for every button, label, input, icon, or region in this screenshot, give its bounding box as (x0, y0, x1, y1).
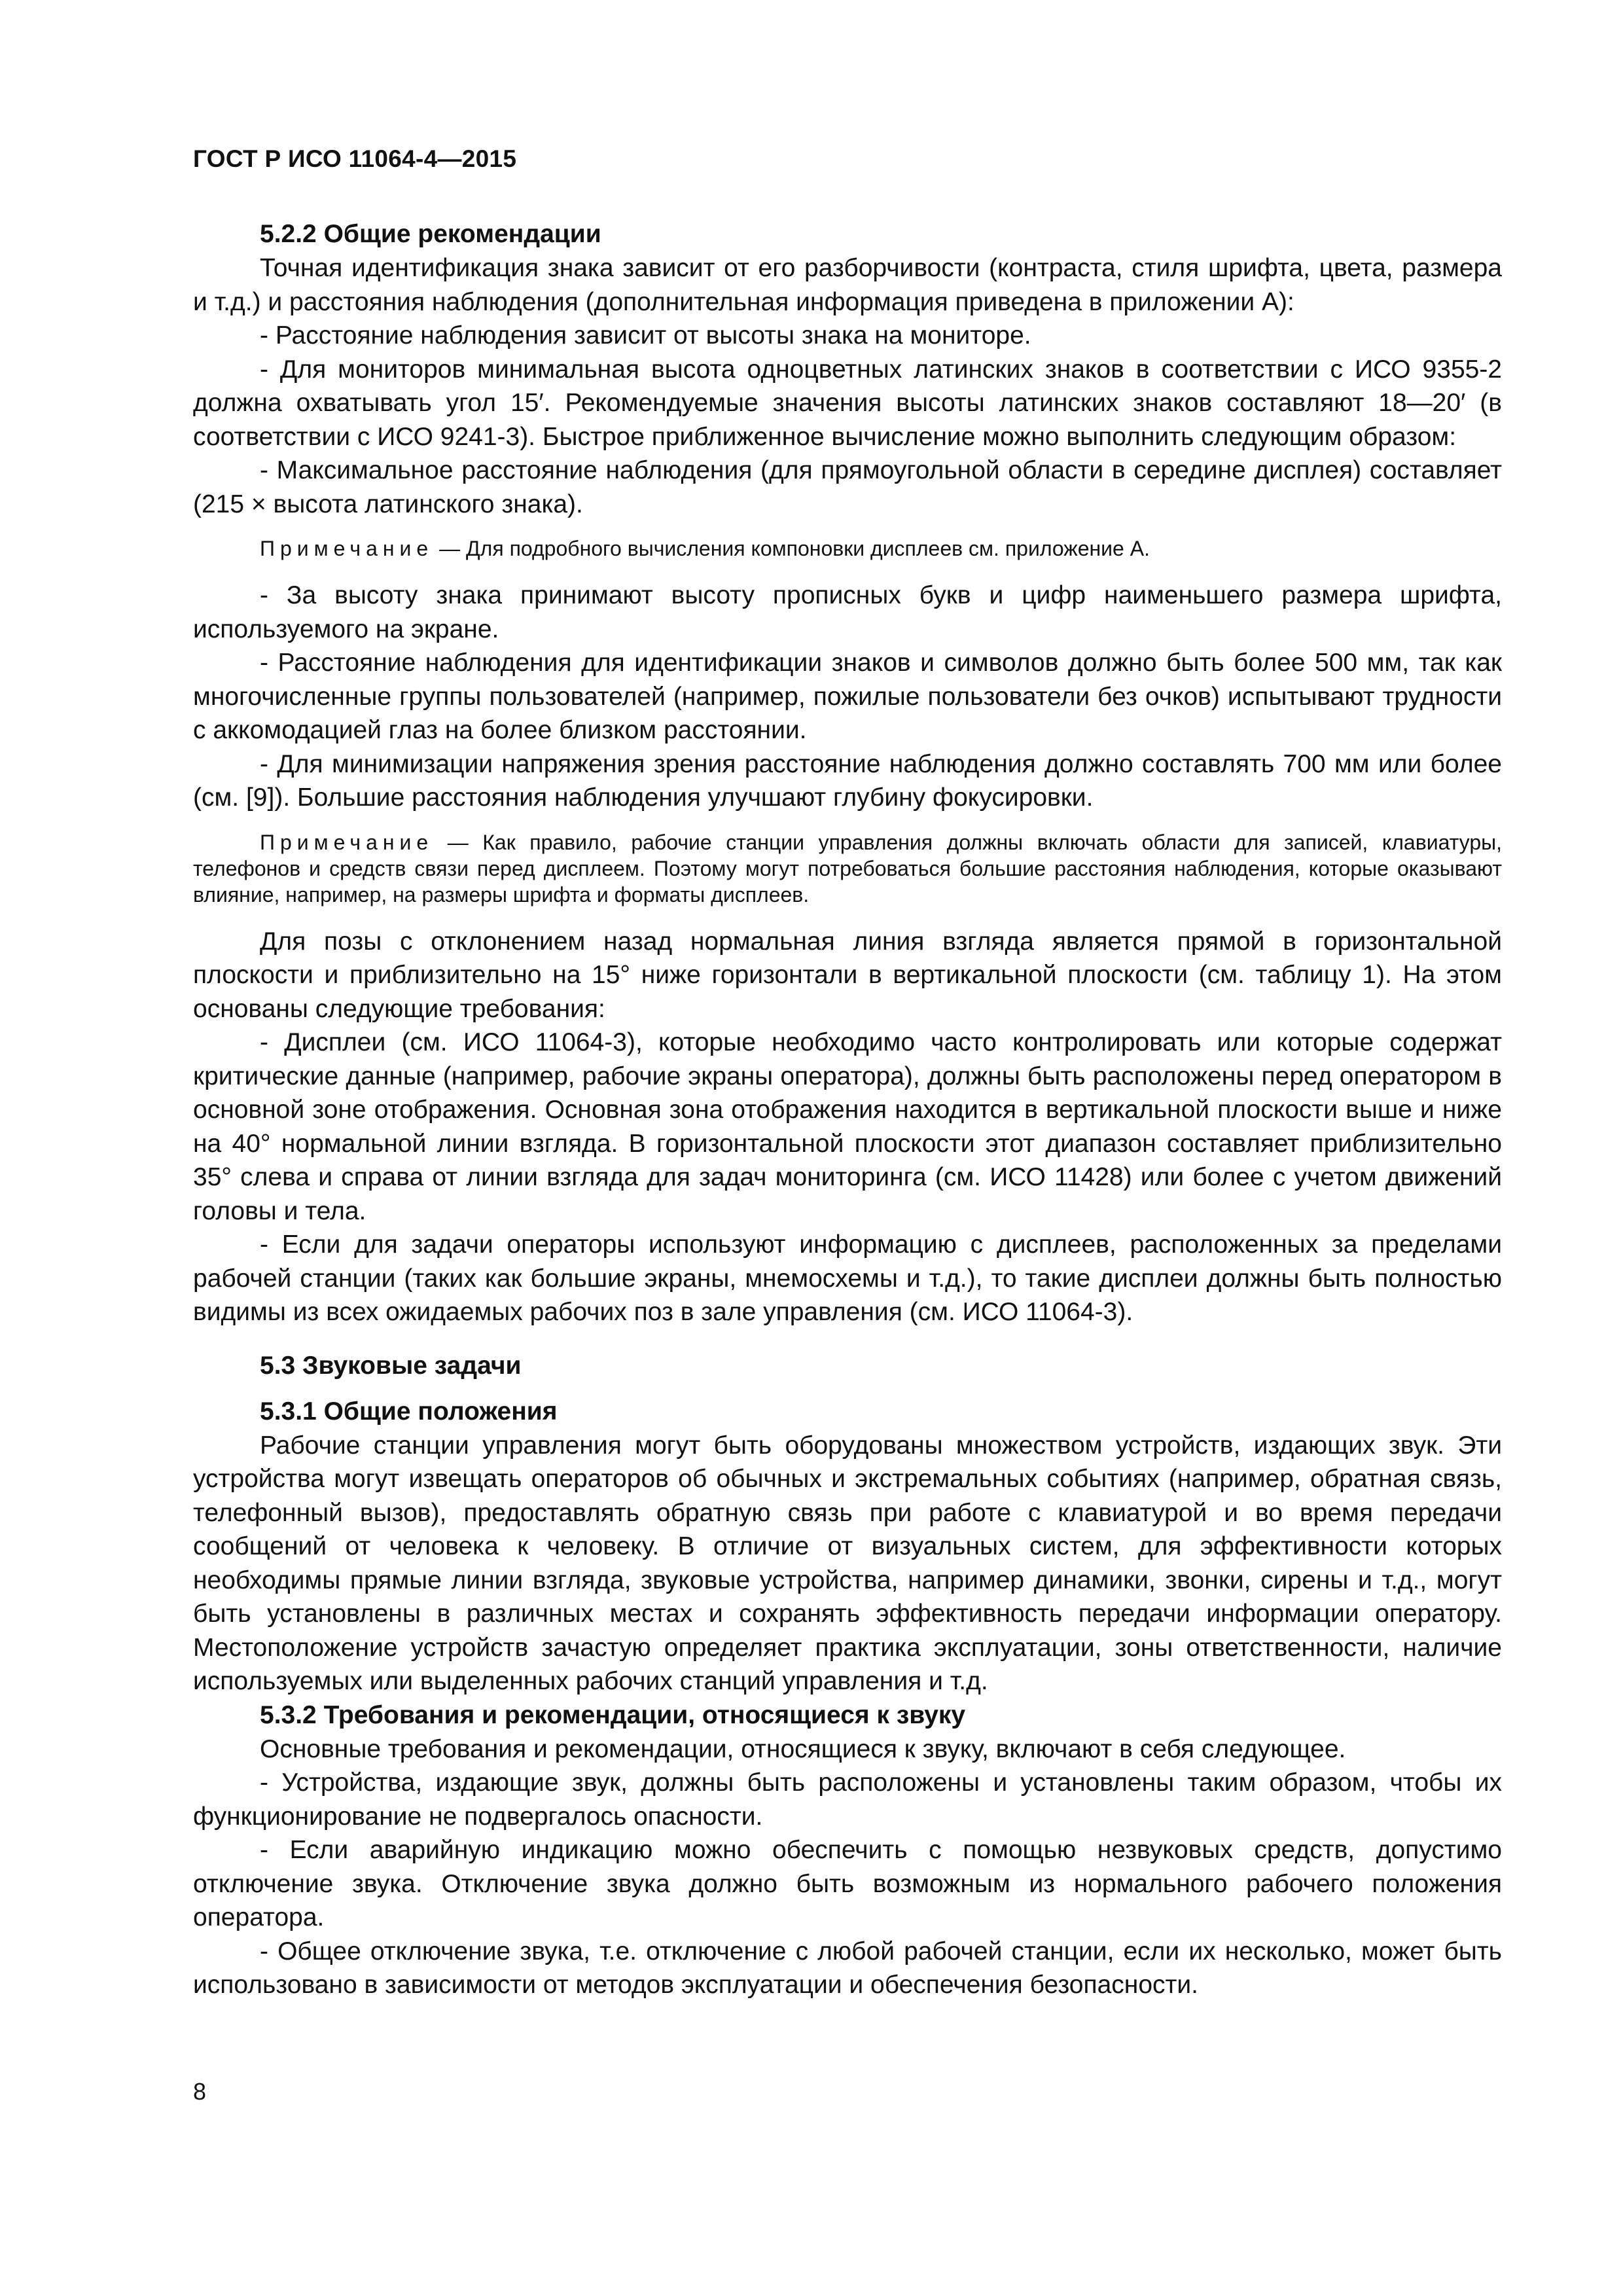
note-text: — Для подробного вычисления компоновки дисплеев см. приложение А. (433, 537, 1150, 560)
note (193, 535, 1502, 562)
paragraph: Основные требования и рекомендации, относящиеся к звуку, включают в себя следующее. (260, 1734, 1346, 1763)
list-item: - Если для задачи операторы используют информацию с дисплеев, расположенных за пределами рабочей станции (таких как большие экраны, мнемосхемы и т.д.), то такие дисплеи должны быть полностью видимы из всех ожидаемых рабочих поз в зале управления (см. ИСО 11064-3). (193, 1230, 1502, 1326)
section-heading: 5.3.1 Общие положения (260, 1397, 558, 1426)
document-header: ГОСТ Р ИСО 11064-4—2015 (193, 145, 517, 172)
note-text: — Как правило, рабочие станции управления должны включать области для записей, клавиатуры, телефонов и средств связи перед дисплеем. Поэтому могут потребоваться большие расстояния наблюдения, которые оказывают влияние, например, на размеры шрифта и форматы дисплеев. (193, 830, 1502, 906)
list-item: - Максимальное расстояние наблюдения (для прямоугольной области в середине дисплея) составляет (215 × высота латинского знака). (193, 456, 1502, 518)
note-label: Примечание (260, 537, 434, 560)
note-label: Примечание (260, 830, 434, 854)
list-item: - Дисплеи (см. ИСО 11064-3), которые необходимо часто контролировать или которые содержат критические данные (например, рабочие экраны оператора), должны быть расположены перед оператором в основной зоне отображения. Основная зона отображения находится в вертикальной плоскости выше и ниже на 40° нормальной линии взгляда. В горизонтальной плоскости этот диапазон составляет приблизительно 35° слева и справа от линии взгляда для задач мониторинга (см. ИСО 11428) или более с учетом движений головы и тела. (193, 1028, 1502, 1225)
page-number: 8 (193, 2078, 207, 2105)
list-item: - Для мониторов минимальная высота одноцветных латинских знаков в соответствии с ИСО 9355-2 должна охватывать угол 15′. Рекомендуемые значения высоты латинских знаков составляют 18—20′ (в соответствии с ИСО 9241-3). Быстрое приближенное вычисление можно выполнить следующим образом: (193, 355, 1502, 451)
paragraph: Для позы с отклонением назад нормальная линия взгляда является прямой в горизонтальной плоскости и приблизительно на 15° ниже горизонтали в вертикальной плоскости (см. таблицу 1). На этом основаны следующие требования: (193, 927, 1502, 1023)
note (193, 829, 1502, 908)
list-item: - Для минимизации напряжения зрения расстояние наблюдения должно составлять 700 мм или более (см. [9]). Большие расстояния наблюдения улучшают глубину фокусировки. (193, 749, 1502, 812)
page-content (193, 217, 1502, 2002)
paragraph: Точная идентификация знака зависит от его разборчивости (контраста, стиля шрифта, цвета, размера и т.д.) и расстояния наблюдения (дополнительная информация приведена в приложении А): (193, 254, 1502, 316)
list-item: - Общее отключение звука, т.е. отключение с любой рабочей станции, если их несколько, может быть использовано в зависимости от методов эксплуатации и обеспечения безопасности. (193, 1937, 1502, 1999)
list-item: - Расстояние наблюдения зависит от высоты знака на мониторе. (260, 321, 1031, 350)
list-item: - Устройства, издающие звук, должны быть расположены и установлены таким образом, чтобы их функционирование не подвергалось опасности. (193, 1768, 1502, 1831)
list-item: - За высоту знака принимают высоту прописных букв и цифр наименьшего размера шрифта, используемого на экране. (193, 581, 1502, 643)
section-heading: 5.3 Звуковые задачи (260, 1351, 522, 1380)
section-heading: 5.2.2 Общие рекомендации (260, 220, 601, 248)
list-item: - Расстояние наблюдения для идентификации знаков и символов должно быть более 500 мм, так как многочисленные группы пользователей (например, пожилые пользователи без очков) испытывают трудности с аккомодацией глаз на более близком расстоянии. (193, 649, 1502, 744)
list-item: - Если аварийную индикацию можно обеспечить с помощью незвуковых средств, допустимо отключение звука. Отключение звука должно быть возможным из нормального рабочего положения оператора. (193, 1836, 1502, 1931)
paragraph: Рабочие станции управления могут быть оборудованы множеством устройств, издающих звук. Эти устройства могут извещать операторов об обычных и экстремальных событиях (например, обратная связь, телефонный вызов), предоставлять обратную связь при работе с клавиатурой и во время передачи сообщений от человека к человеку. В отличие от визуальных систем, для эффективности которых необходимы прямые линии взгляда, звуковые устройства, например динамики, звонки, сирены и т.д., могут быть установлены в различных местах и сохранять эффективность передачи информации оператору. Местоположение устройств зачастую определяет практика эксплуатации, зоны ответственности, наличие используемых или выделенных рабочих станций управления и т.д. (193, 1431, 1502, 1695)
section-heading: 5.3.2 Требования и рекомендации, относящиеся к звуку (260, 1700, 966, 1729)
